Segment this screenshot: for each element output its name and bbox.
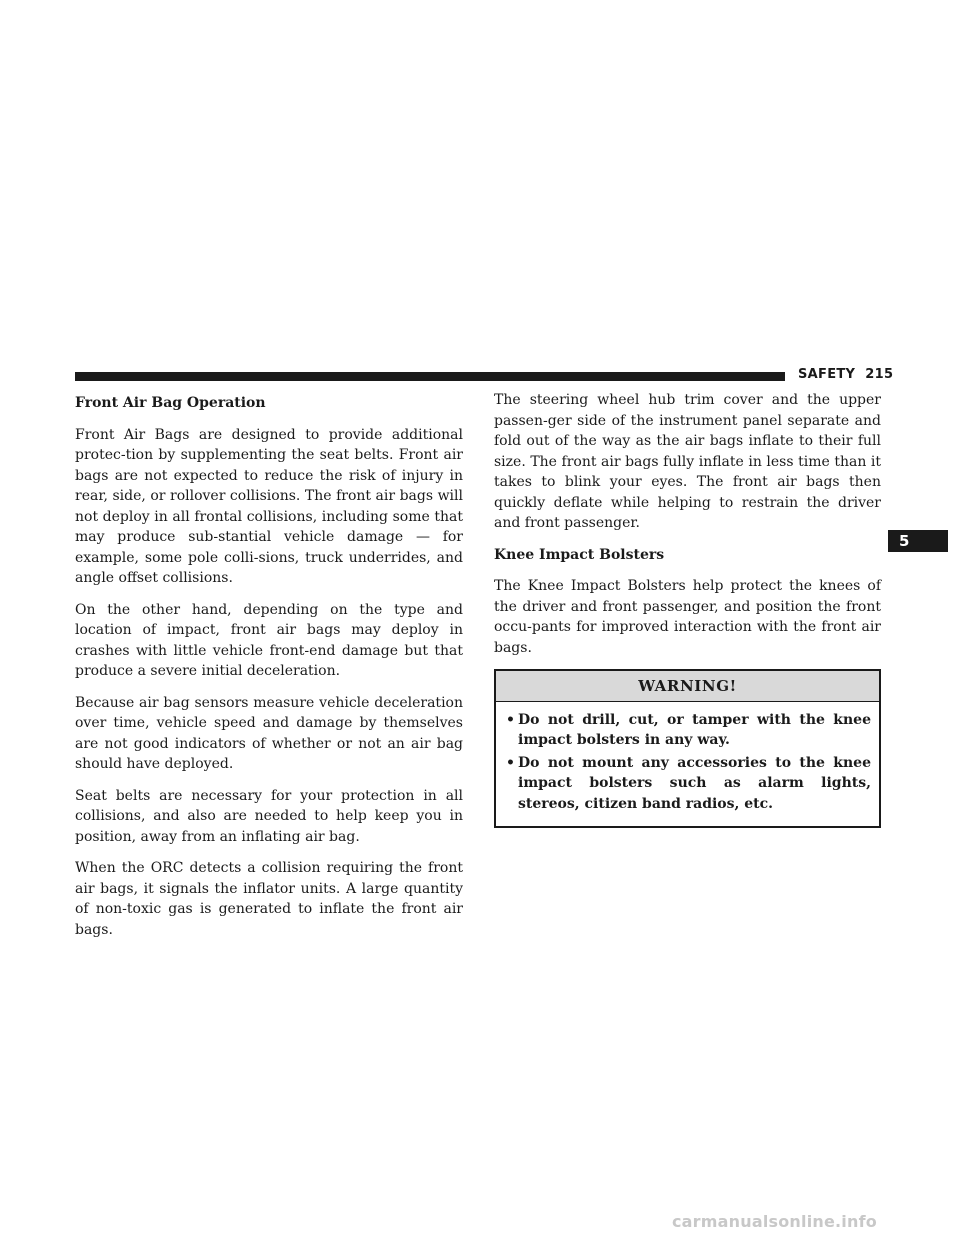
warning-list	[496, 702, 879, 827]
warning-item-text: Do not drill, cut, or tamper with the knee impact bolsters in any way.	[518, 711, 871, 748]
section-heading: Front Air Bag Operation	[75, 395, 266, 411]
warning-item	[506, 710, 871, 751]
bullet-icon: •	[506, 711, 515, 728]
paragraph: Front Air Bags are designed to provide additional protec-tion by supplementing the seat belts. Front air bags are not expected to reduce the risk of injury in rear, side, or rollover collisions. The front air bags will not deploy in all frontal collisions, including some that may produce sub-stantial vehicle damage — for example, some pole colli-sions, truck underrides, and angle offset collisions.	[75, 426, 463, 586]
paragraph: Seat belts are necessary for your protection in all collisions, and also are needed to help keep you in position, away from an inflating air bag.	[75, 787, 463, 845]
paragraph: The steering wheel hub trim cover and the upper passen-ger side of the instrument panel separate and fold out of the way as the air bags inflate to their full size. The front air bags fully inflate in less time than it takes to blink your eyes. The front air bags then quickly deflate while helping to restrain the driver and front passenger.	[494, 392, 881, 531]
paragraph: On the other hand, depending on the type and location of impact, front air bags may deploy in crashes with little vehicle front-end damage but that produce a severe initial deceleration.	[75, 601, 463, 679]
bullet-icon: •	[506, 754, 515, 771]
header-rule	[75, 372, 785, 381]
running-header	[798, 367, 893, 382]
warning-item	[506, 753, 871, 815]
warning-box	[494, 669, 881, 828]
page-number: 215	[865, 367, 894, 382]
warning-item-text: Do not mount any accessories to the knee impact bolsters such as alarm lights, stereos, citizen band radios, etc.	[518, 754, 871, 812]
section-title: SAFETY	[798, 367, 856, 382]
paragraph: When the ORC detects a collision requiring the front air bags, it signals the inflator units. A large quantity of non-toxic gas is generated to inflate the front air bags.	[75, 860, 463, 938]
left-column	[75, 393, 463, 951]
watermark-text: carmanualsonline.info	[672, 1212, 877, 1231]
right-column	[494, 390, 881, 828]
section-heading: Knee Impact Bolsters	[494, 546, 665, 563]
chapter-tab: 5	[888, 530, 948, 552]
paragraph: The Knee Impact Bolsters help protect the knees of the driver and front passenger, and position the front occu-pants for improved interaction with the front air bags.	[494, 578, 881, 656]
warning-title: WARNING!	[496, 671, 879, 702]
paragraph: Because air bag sensors measure vehicle deceleration over time, vehicle speed and damage by themselves are not good indicators of whether or not an air bag should have deployed.	[75, 694, 463, 772]
